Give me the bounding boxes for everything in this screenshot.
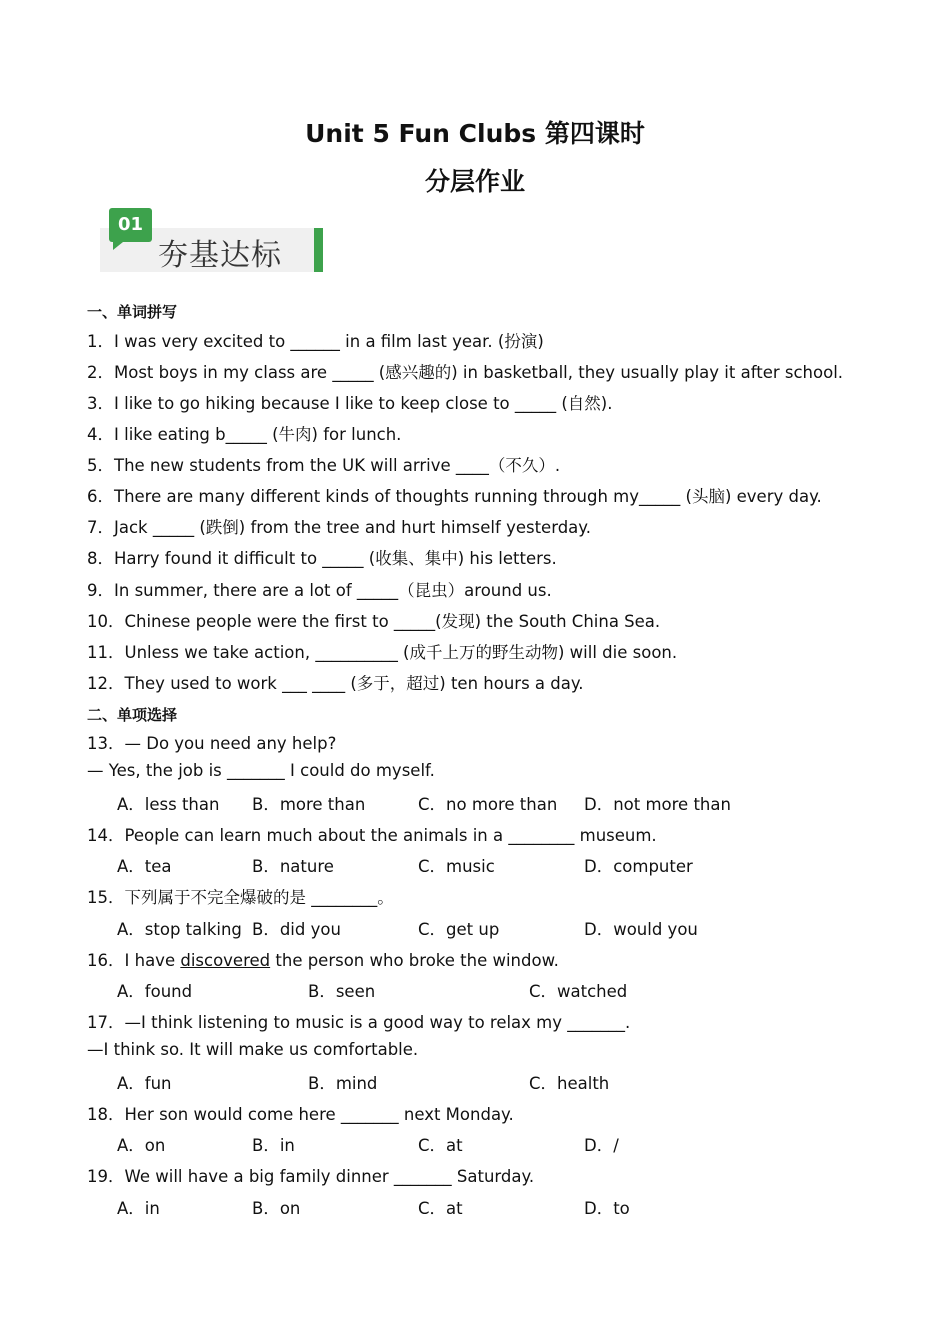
- option-a: A．in: [117, 1199, 160, 1218]
- question-19: 19．We will have a big family dinner _______ Saturday.: [87, 1167, 535, 1186]
- question-15: 15．下列属于不完全爆破的是 ________。: [87, 888, 394, 907]
- page-subtitle: 分层作业: [424, 167, 525, 196]
- option-b: B．nature: [252, 857, 334, 876]
- option-b: B．on: [252, 1199, 301, 1218]
- option-c: C．get up: [418, 920, 500, 939]
- option-c: C．health: [529, 1074, 610, 1093]
- option-a: A．less than: [117, 795, 220, 814]
- question-item: 2．Most boys in my class are _____ (感兴趣的) in basketball, they usually play it after school.: [87, 363, 844, 382]
- question-13: 13．— Do you need any help?: [87, 734, 337, 753]
- question-item: 9．In summer, there are a lot of _____（昆虫）around us.: [87, 581, 552, 600]
- question-item: 10．Chinese people were the first to _____(发现) the South China Sea.: [87, 612, 661, 631]
- question-17: 17．—I think listening to music is a good way to relax my _______.: [87, 1013, 631, 1032]
- option-c: C．at: [418, 1136, 463, 1155]
- option-d: D．computer: [584, 857, 693, 876]
- option-c: C．music: [418, 857, 495, 876]
- underlined-word: discovered: [180, 951, 271, 970]
- question-item: 5．The new students from the UK will arrive ____（不久）.: [87, 456, 561, 475]
- option-c: C．watched: [529, 982, 628, 1001]
- option-a: A．on: [117, 1136, 166, 1155]
- question-item: 12．They used to work ___ ____ (多于，超过) ten hours a day.: [87, 674, 584, 693]
- section-heading-choice: 二、单项选择: [87, 706, 178, 724]
- option-d: D．not more than: [584, 795, 731, 814]
- option-d: D．would you: [584, 920, 698, 939]
- badge-label: 夯基达标: [158, 238, 282, 273]
- option-c: C．at: [418, 1199, 463, 1218]
- question-item: 11．Unless we take action, __________ (成千上万的野生动物) will die soon.: [87, 643, 678, 662]
- option-d: D．to: [584, 1199, 630, 1218]
- question-16-prefix: 16．I have: [87, 951, 181, 970]
- option-a: A．stop talking: [117, 920, 242, 939]
- section-badge: [100, 208, 326, 274]
- option-b: B．in: [252, 1136, 295, 1155]
- option-a: A．tea: [117, 857, 172, 876]
- question-item: 1．I was very excited to ______ in a film last year. (扮演): [87, 332, 544, 351]
- badge-accent-bar: [314, 228, 323, 272]
- option-b: B．mind: [308, 1074, 378, 1093]
- question-item: 3．I like to go hiking because I like to keep close to _____ (自然).: [87, 394, 613, 413]
- option-b: B．more than: [252, 795, 366, 814]
- question-14: 14．People can learn much about the animals in a ________ museum.: [87, 826, 657, 845]
- question-18: 18．Her son would come here _______ next Monday.: [87, 1105, 514, 1124]
- option-c: C．no more than: [418, 795, 558, 814]
- option-a: A．found: [117, 982, 193, 1001]
- question-item: 6．There are many different kinds of thoughts running through my_____ (头脑) every day.: [87, 487, 822, 506]
- page-title: Unit 5 Fun Clubs 第四课时: [305, 119, 645, 148]
- question-16-suffix: the person who broke the window.: [270, 951, 559, 970]
- option-a: A．fun: [117, 1074, 172, 1093]
- question-item: 4．I like eating b_____ (牛肉) for lunch.: [87, 425, 402, 444]
- question-item: 7．Jack _____ (跌倒) from the tree and hurt himself yesterday.: [87, 518, 591, 537]
- option-b: B．seen: [308, 982, 376, 1001]
- badge-number: 01: [109, 208, 152, 242]
- option-b: B．did you: [252, 920, 341, 939]
- question-item: 8．Harry found it difficult to _____ (收集、集中) his letters.: [87, 549, 557, 568]
- question-13-reply: — Yes, the job is _______ I could do myself.: [87, 761, 435, 780]
- question-16: [87, 947, 559, 971]
- section-heading-spelling: 一、单词拼写: [87, 303, 178, 321]
- question-17-reply: —I think so. It will make us comfortable.: [87, 1040, 419, 1059]
- option-d: D．/: [584, 1136, 619, 1155]
